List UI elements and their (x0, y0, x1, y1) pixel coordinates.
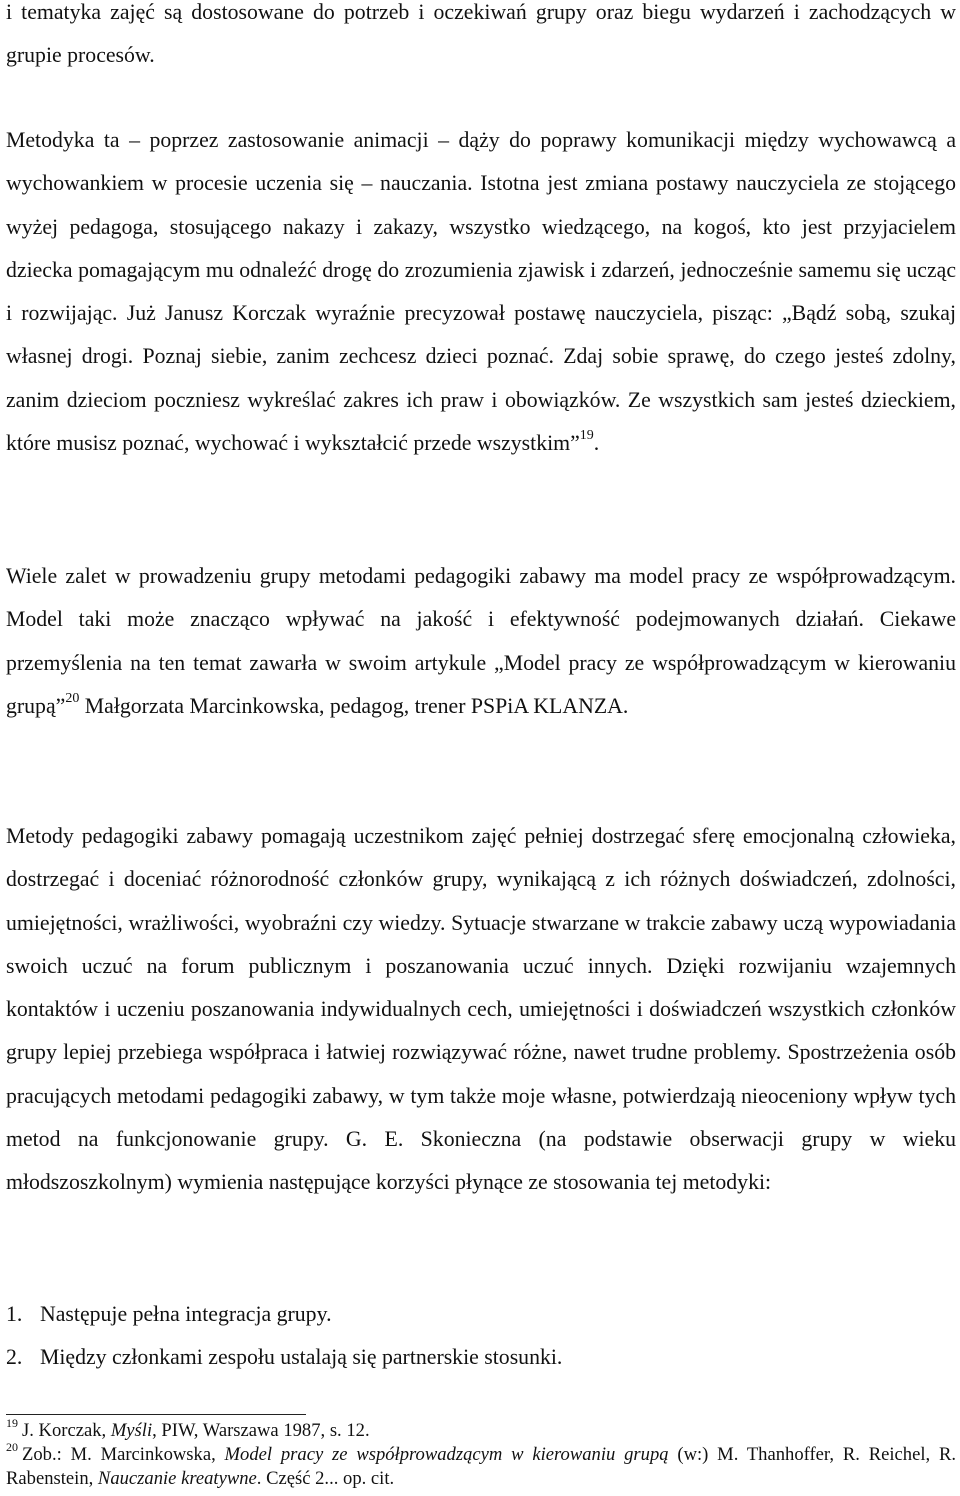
paragraph-2 (6, 119, 956, 465)
footnote-text: (w:) M. Thanhoffer, R. Reichel, R. Rabenstein, (6, 1444, 957, 1489)
paragraph-3-end: Małgorzata Marcinkowska, pedagog, trener PSPiA KLANZA. (79, 693, 629, 718)
footnote-number: 19 (6, 1415, 18, 1430)
paragraph-3 (6, 555, 956, 728)
footnote-title: Nauczanie kreatywne (97, 1468, 257, 1489)
footnote-title: Myśli (110, 1420, 153, 1441)
footnote-number: 20 (6, 1439, 18, 1454)
footnote-text: Zob.: M. Marcinkowska, (22, 1444, 225, 1465)
paragraph-2-text: Metodyka ta – poprzez zastosowanie animacji – dąży do poprawy komunikacji między wychowawcą a wychowankiem w procesie uczenia się – nauczania. Istotna jest zmiana postawy nauczyciela ze stojącego wyżej pedagoga, stosującego nakazy i zakazy, wszystko wiedzącego, na kogoś, kto jest przyjacielem dziecka pomagającym mu odnaleźć drogę do zrozumienia zjawisk i zdarzeń, jednocześnie samemu się ucząc i rozwijając. Już Janusz Korczak wyraźnie precyzował postawę nauczyciela, pisząc: „Bądź sobą, szukaj własnej drogi. Poznaj siebie, zanim zechcesz dzieci poznać. Zdaj sobie sprawę, do czego jesteś zdolny, zanim dzieciom poczniesz wykreślać zakres ich praw i obowiązków. Ze wszystkich sam jesteś dzieckiem, które musisz poznać, wychować i wykształcić przede wszystkim” (6, 128, 956, 456)
list-item (6, 1336, 956, 1379)
list-item (6, 1293, 956, 1336)
footnote-ref-20: 20 (65, 690, 80, 706)
footnote-separator (6, 1414, 306, 1415)
footnotes (6, 1415, 957, 1491)
paragraph-3-text: Wiele zalet w prowadzeniu grupy metodami pedagogiki zabawy ma model pracy ze współprowadzącym. Model taki może znacząco wpływać na jakość i efektywność podejmowanych działań. Ciekawe przemyślenia na ten temat zawarła w swoim artykule „Model pracy ze współprowadzącym w kierowaniu grupą” (6, 564, 956, 718)
paragraph-1 (6, 0, 956, 78)
footnote-text: , PIW, Warszawa 1987, s. 12. (152, 1420, 370, 1441)
paragraph-4 (6, 815, 956, 1205)
list-item-text: Następuje pełna integracja grupy. (40, 1302, 332, 1326)
list-item-text: Między członkami zespołu ustalają się partnerskie stosunki. (40, 1345, 563, 1370)
footnote-ref-19: 19 (579, 427, 594, 443)
paragraph-4-text: Metody pedagogiki zabawy pomagają uczestnikom zajęć pełniej dostrzegać sferę emocjonalną człowieka, dostrzegać i doceniać różnorodność członków grupy, wynikającą z ich różnych doświadczeń, zdolności, umiejętności, wrażliwości, wyobraźni czy wiedzy. Sytuacje stwarzane w trakcie zabawy uczą wypowiadania swoich uczuć na forum publicznym i poszanowania uczuć innych. Dzięki rozwijaniu wzajemnych kontaktów i uczeniu poszanowania indywidualnych cech, umiejętności i doświadczeń wszystkich członków grupy lepiej przebiega współpraca i łatwiej rozwiązywać różne, nawet trudne problemy. Spostrzeżenia osób pracujących metodami pedagogiki zabawy, w tym także moje własne, potwierdzają nieoceniony wpływ tych metod na funkcjonowanie grupy. G. E. Skonieczna (na podstawie obserwacji grupy w wieku młodszoszkolnym) wymienia następujące korzyści płynące ze stosowania tej metodyki: (6, 824, 956, 1195)
paragraph-2-end: . (593, 431, 600, 456)
footnote-title: Model pracy ze współprowadzącym w kierowaniu grupą (224, 1444, 669, 1465)
list-item-number: 1. (6, 1302, 23, 1326)
footnote-text: . Część 2... op. cit. (256, 1468, 395, 1489)
footnote-text: J. Korczak, (22, 1420, 111, 1441)
paragraph-1-text: i tematyka zajęć są dostosowane do potrzeb i oczekiwań grupy oraz biegu wydarzeń i zachodzących w grupie procesów. (6, 0, 956, 68)
benefits-list (6, 1293, 956, 1380)
footnote-20 (6, 1439, 957, 1491)
footnote-19 (6, 1415, 956, 1443)
list-item-number: 2. (6, 1345, 23, 1370)
